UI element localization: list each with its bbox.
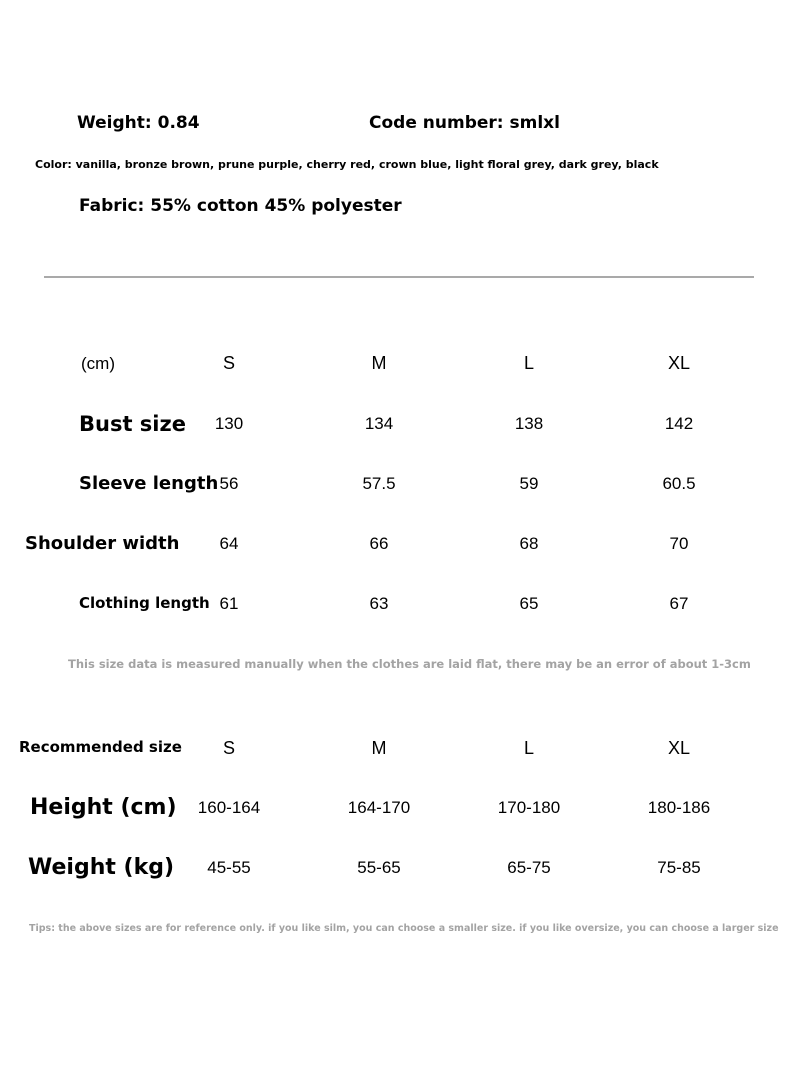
- measurement-note: This size data is measured manually when the clothes are laid flat, there may be an error of about 1-3cm: [68, 657, 751, 671]
- table-cell: 64: [219, 534, 239, 553]
- table-cell: 55-65: [357, 858, 401, 877]
- table-cell: 63: [369, 594, 389, 613]
- table-cell: 67: [669, 594, 689, 613]
- table-cell: 164-170: [347, 798, 411, 817]
- table-cell: 56: [219, 474, 239, 493]
- table-cell: 70: [669, 534, 689, 553]
- size-tip: Tips: the above sizes are for reference only. if you like silm, you can choose a smaller size. if you like oversize, you can choose a larger size: [29, 923, 779, 934]
- size-header-s: S: [222, 738, 235, 758]
- size-header-l: L: [523, 738, 534, 758]
- table-cell: 66: [369, 534, 389, 553]
- unit-label: (cm): [81, 354, 115, 373]
- divider: [44, 276, 754, 278]
- row-label-height: Height (cm): [30, 795, 177, 820]
- size-header-m: M: [371, 738, 387, 758]
- weight-info: Weight: 0.84: [77, 113, 200, 133]
- fabric-info: Fabric: 55% cotton 45% polyester: [79, 196, 402, 216]
- size-header-l: L: [523, 353, 534, 373]
- table-cell: 75-85: [657, 858, 701, 877]
- table-cell: 59: [519, 474, 539, 493]
- table-cell: 142: [664, 414, 694, 433]
- table-cell: 65-75: [507, 858, 551, 877]
- table-cell: 45-55: [207, 858, 251, 877]
- row-label-clothing-length: Clothing length: [79, 594, 210, 612]
- table-cell: 68: [519, 534, 539, 553]
- size-header-xl: XL: [667, 738, 691, 758]
- table-cell: 65: [519, 594, 539, 613]
- table-cell: 57.5: [362, 474, 396, 493]
- table-cell: 134: [364, 414, 394, 433]
- row-label-sleeve-length: Sleeve length: [79, 473, 219, 494]
- row-label-bust-size: Bust size: [79, 412, 186, 436]
- size-header-xl: XL: [667, 353, 691, 373]
- row-label-weight: Weight (kg): [28, 855, 175, 880]
- code-number-info: Code number: smlxl: [369, 113, 560, 133]
- table-cell: 180-186: [647, 798, 711, 817]
- row-label-shoulder-width: Shoulder width: [25, 533, 180, 554]
- table-cell: 60.5: [662, 474, 696, 493]
- table-cell: 130: [214, 414, 244, 433]
- table-cell: 61: [219, 594, 239, 613]
- size-header-s: S: [222, 353, 235, 373]
- table-cell: 170-180: [497, 798, 561, 817]
- table-cell: 160-164: [197, 798, 261, 817]
- color-info: Color: vanilla, bronze brown, prune purple, cherry red, crown blue, light floral grey, dark grey, black: [35, 158, 659, 171]
- table-cell: 138: [514, 414, 544, 433]
- size-header-m: M: [371, 353, 387, 373]
- recommended-size-label: Recommended size: [19, 738, 182, 756]
